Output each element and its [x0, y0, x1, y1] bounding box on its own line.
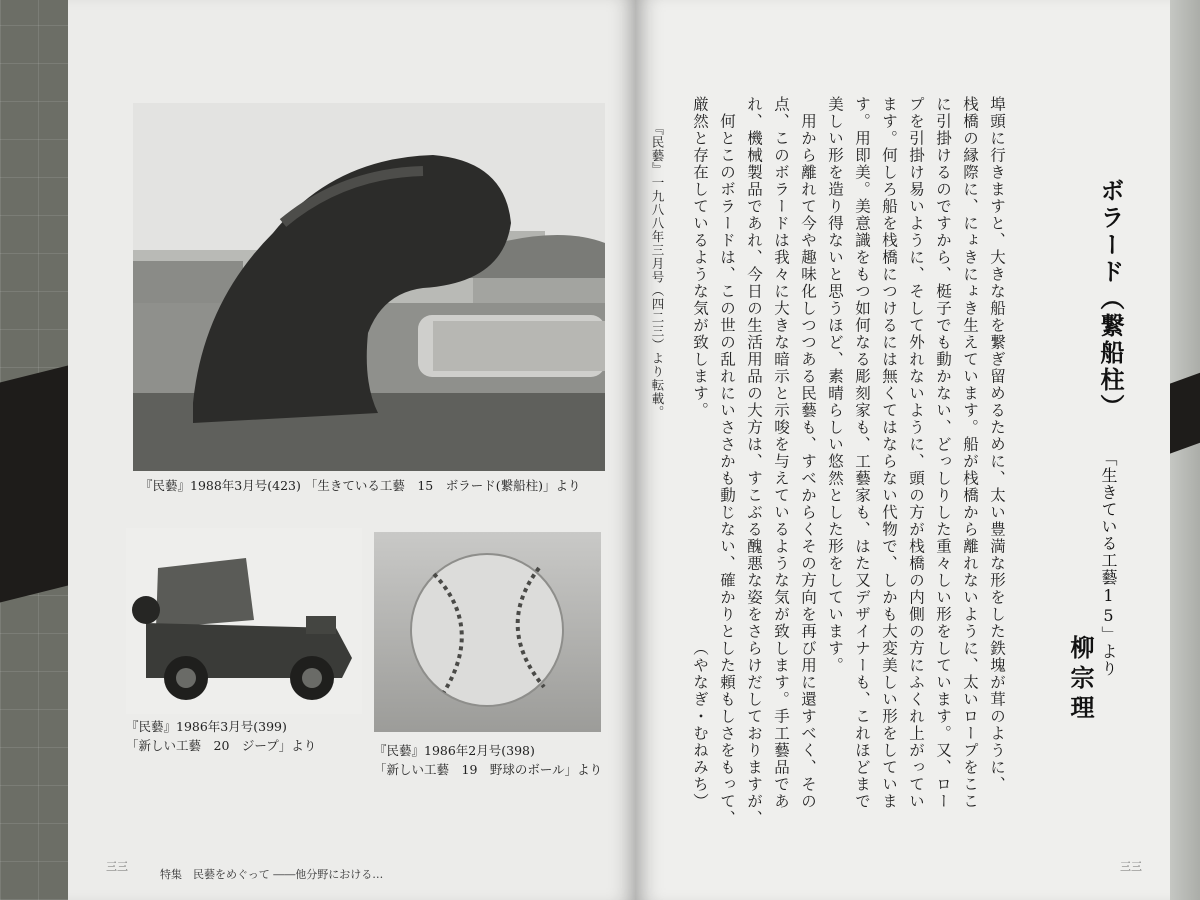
body-column-1: 埠頭に行きますと、大きな船を繋ぎ留めるために、太い豊満な形をした鉄塊が茸のように、 — [988, 96, 1006, 793]
body-column-4: プを引掛け易いように、そして外れないように、頭の方が栈橋の内側の方にふくれ上がってい — [907, 96, 925, 810]
jeep-caption-line2: 「新しい工藝 20 ジープ」より — [126, 738, 317, 753]
body-column-2: 栈橋の縁際に、にょきにょき生えています。船が栈橋から離れないように、太いロープをここ — [961, 96, 979, 810]
ball-caption-line1: 『民藝』1986年2月号(398) — [374, 743, 535, 758]
ball-caption-line2: 「新しい工藝 19 野球のボール」より — [374, 762, 603, 777]
article-title: ボラード（繋船柱） — [1096, 178, 1124, 421]
body-column-8: 用から離れて今や趣味化しつつある民藝も、すべからくその方向を再び用に還すべく、その — [799, 96, 817, 810]
body-column-3: に引掛けるのですから、梃子でも動かない、どっしりした重々しい形をしています。又、ロー — [934, 96, 952, 810]
jeep-photo — [126, 528, 362, 714]
jeep-caption-line1: 『民藝』1986年3月号(399) — [126, 719, 287, 734]
body-column-12: 厳然と存在しているような気が致します。 — [691, 96, 709, 419]
right-page-number: 三三 — [1120, 860, 1142, 873]
body-column-11: 何とこのボラードは、この世の乱れにいささかも動じない、確かりとした頼もしさをもって、 — [718, 96, 736, 827]
article-subtitle: 「生きている工藝15」より — [1099, 450, 1118, 677]
body-column-6: す。用即美。美意識をもつ如何なる彫刻家も、工藝家も、はた又デザイナーも、これほどまで — [853, 96, 871, 810]
body-column-7: 美しい形を造り得ないと思うほど、素晴らしい悠然とした形をしています。 — [826, 96, 844, 674]
left-page-footer: 特集 民藝をめぐって ――他分野における… — [160, 868, 384, 881]
body-column-9: 点、このボラードは我々に大きな暗示と示唆を与えているような気が致します。手工藝品であ — [772, 96, 790, 810]
left-page-number: 三三 — [106, 860, 128, 873]
article-author: 柳宗理 — [1066, 635, 1095, 725]
body-column-10: れ、機械製品であれ、今日の生活用品の大方は、すこぶる醜悪な姿をさらけだしておりますが、 — [745, 96, 763, 827]
bollard-photo-caption: 『民藝』1988年3月号(423) 「生きている工藝 15 ボラード(繋船柱)」より — [140, 478, 581, 493]
author-signature: （やなぎ・むねみち） — [691, 640, 709, 810]
source-note: 『民藝』一九八八年三月号（四二三）より転載。 — [650, 122, 665, 419]
body-column-5: ます。何しろ船を栈橋につけるには無くてはならない代物で、しかも大変美しい形をしていま — [880, 96, 898, 810]
baseball-photo — [374, 532, 601, 732]
bollard-photo — [133, 103, 605, 471]
